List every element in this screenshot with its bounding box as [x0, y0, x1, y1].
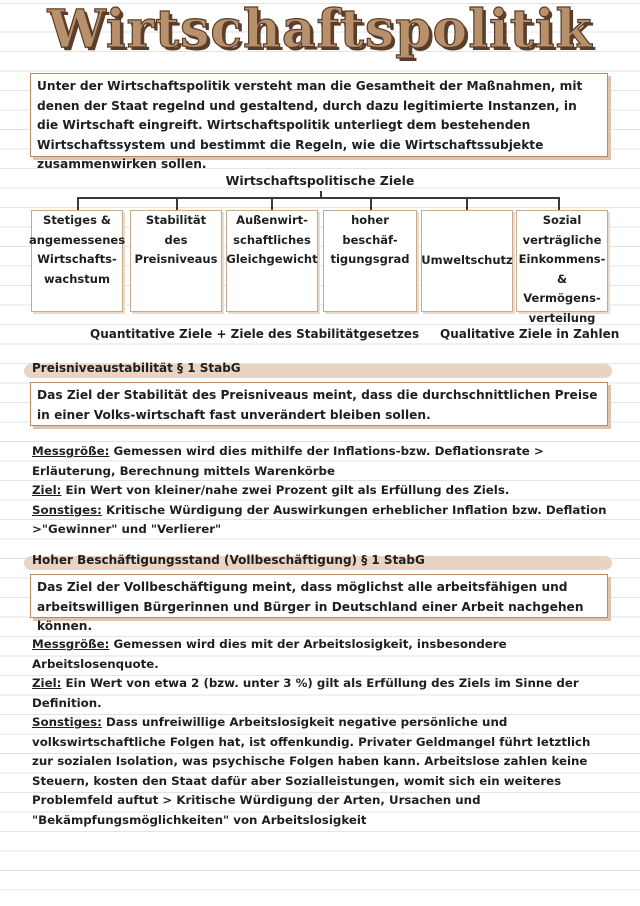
label-quantitative: Quantitative Ziele + Ziele des Stabilitätgesetzes: [90, 327, 420, 341]
goal-box-umweltschutz: Umweltschutz: [421, 210, 513, 312]
section1-sonstiges: Sonstiges: Kritische Würdigung der Auswirkungen erheblicher Inflation bzw. Deflation >"Gewinner" und "Verlierer": [32, 502, 607, 536]
section1-messgroesse: Messgröße: Gemessen wird dies mithilfe der Inflations-bzw. Deflationsrate > Erläuterung, Berechnung mittels Warenkörbe: [32, 444, 544, 478]
goal-box-preisniveau: Stabilität des Preisniveaus: [130, 210, 222, 312]
diagram-connector: [558, 197, 560, 210]
section2-heading: Hoher Beschäftigungsstand (Vollbeschäftigung) § 1 StabG: [32, 553, 425, 567]
label-qualitative: Qualitative Ziele in Zahlen: [440, 327, 620, 341]
diagram-connector: [77, 197, 79, 210]
diagram-connector: [271, 197, 273, 210]
section1-definition-box: [30, 382, 608, 426]
page-title: Wirtschaftspolitik: [47, 0, 593, 60]
section1-heading: Preisniveaustabilität § 1 StabG: [32, 361, 241, 375]
ziel-label: Ziel:: [32, 676, 62, 690]
messgroesse-label: Messgröße:: [32, 637, 110, 651]
diagram-branch-line: [77, 197, 558, 199]
diagram-connector: [370, 197, 372, 210]
section1-definition-text: Das Ziel der Stabilität des Preisniveaus meint, dass die durchschnittlichen Preise in einer Volks-wirtschaft fast unverändert bleiben sollen.: [37, 388, 598, 422]
intro-text: Unter der Wirtschaftspolitik versteht man die Gesamtheit der Maßnahmen, mit denen der Staat regelnd und gestaltend, durch dazu legitimierte Instanzen, in die Wirtschaft eingreift. Wirtschaftspolitik unterliegt dem bestehenden Wirtschaftssystem und bestimmt die Regeln, wie die Wirtschaftssubjekte zusammenwirken sollen.: [37, 79, 583, 171]
section2-ziel: Ziel: Ein Wert von etwa 2 (bzw. unter 3 %) gilt als Erfüllung des Ziels im Sinne der Definition.: [32, 676, 579, 710]
sonstiges-label: Sonstiges:: [32, 502, 102, 517]
diagram-connector: [466, 197, 468, 210]
sonstiges-label: Sonstiges:: [32, 715, 102, 729]
section2-definition-box: [30, 574, 608, 633]
section2-details: [32, 635, 610, 830]
section1-ziel: Ziel: Ein Wert von kleiner/nahe zwei Prozent gilt als Erfüllung des Ziels.: [32, 483, 510, 497]
goal-box-wachstum: Stetiges & angemessenes Wirtschafts- wachstum: [31, 210, 123, 312]
section1-details: [32, 442, 610, 540]
ziel-label: Ziel:: [32, 483, 62, 497]
diagram-title: Wirtschaftspolitische Ziele: [225, 173, 415, 188]
intro-definition-box: [30, 73, 608, 171]
goal-box-aussenwirtschaft: Außenwirt- schaftliches Gleichgewicht: [226, 210, 318, 312]
diagram-connector: [176, 197, 178, 210]
messgroesse-label: Messgröße:: [32, 444, 110, 458]
goal-box-beschaeftigung: hoher beschäf- tigungsgrad: [323, 210, 417, 312]
goal-box-verteilung: Sozial verträgliche Einkommens- & Vermögens- verteilung: [516, 210, 608, 312]
section2-messgroesse: Messgröße: Gemessen wird dies mit der Arbeitslosigkeit, insbesondere Arbeitslosenquote.: [32, 637, 507, 671]
section2-definition-text: Das Ziel der Vollbeschäftigung meint, dass möglichst alle arbeitsfähigen und arbeitswilligen Bürgerinnen und Bürger in Deutschland einer Arbeit nachgehen können.: [37, 580, 584, 633]
section2-sonstiges: Sonstiges: Dass unfreiwillige Arbeitslosigkeit negative persönliche und volkswirtschaftliche Folgen hat, ist offenkundig. Privater Geldmangel führt letztlich zur sozialen Isolation, was psychische Folgen haben kann. Arbeitslose zahlen keine Steuern, kosten den Staat dafür aber Sozialleistungen, womit sich ein weiteres Problemfeld auftut > Kritische Würdigung der Arten, Ursachen und "Bekämpfungsmöglichkeiten" von Arbeitslosigkeit: [32, 715, 591, 827]
